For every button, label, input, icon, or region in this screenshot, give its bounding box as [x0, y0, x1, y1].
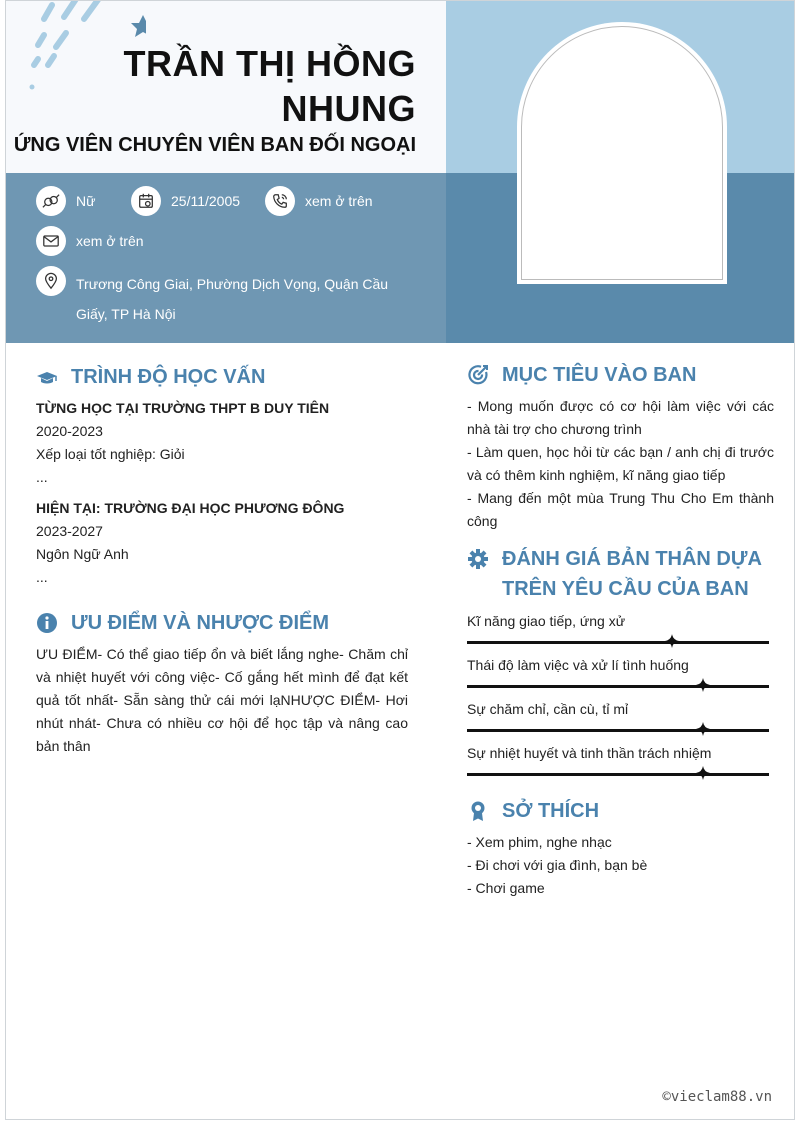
education-item-1 — [36, 397, 416, 489]
goals-list — [467, 395, 774, 533]
school-years: 2023-2027 — [36, 523, 103, 539]
graduation-cap-icon — [36, 366, 58, 388]
dob-value: 25/11/2005 — [171, 193, 241, 209]
email-icon — [36, 226, 66, 256]
skill-row — [467, 743, 769, 776]
hobby-item: - Đi chơi với gia đình, bạn bè — [467, 857, 648, 873]
award-ribbon-icon — [467, 800, 489, 822]
school-detail: Xếp loại tốt nghiệp: Giỏi — [36, 446, 185, 462]
contact-location — [36, 266, 76, 296]
gender-value: Nữ — [76, 193, 96, 209]
photo-placeholder — [521, 26, 723, 280]
strengths-title: ƯU ĐIỂM VÀ NHƯỢC ĐIỂM — [71, 612, 330, 634]
skill-level-marker — [665, 634, 679, 648]
skill-bar — [467, 729, 769, 732]
hobbies-heading — [467, 796, 599, 826]
skill-level-marker — [696, 678, 710, 692]
candidate-role: ỨNG VIÊN CHUYÊN VIÊN BAN ĐỐI NGOẠI — [13, 134, 416, 156]
cv-page — [5, 0, 795, 1120]
school-detail: Ngôn Ngữ Anh — [36, 546, 129, 562]
address-value: Trương Công Giai, Phường Dịch Vọng, Quận Cầu Giấy, TP Hà Nội — [76, 276, 389, 322]
skill-row — [467, 655, 769, 688]
self-eval-title: ĐÁNH GIÁ BẢN THÂN DỰA TRÊN YÊU CẦU CỦA BAN — [502, 548, 762, 600]
gear-icon — [467, 548, 489, 570]
candidate-name — [36, 41, 416, 131]
footer-credit: ©vieclam88.vn — [662, 1089, 772, 1105]
skill-level-marker — [696, 766, 710, 780]
goal-item: - Mang đến một mùa Trung Thu Cho Em thành công — [467, 490, 774, 529]
photo-frame — [517, 22, 727, 284]
name-line-1: TRẦN THỊ HỒNG — [123, 43, 416, 84]
school-years: 2020-2023 — [36, 423, 103, 439]
school-more: ... — [36, 569, 48, 585]
skill-row — [467, 699, 769, 732]
skill-bar — [467, 685, 769, 688]
school-name: TỪNG HỌC TẠI TRƯỜNG THPT B DUY TIÊN — [36, 400, 330, 416]
goal-item: - Làm quen, học hỏi từ các bạn / anh chị đi trước và có thêm kinh nghiệm, kĩ năng giao tiếp — [467, 444, 774, 483]
education-title: TRÌNH ĐỘ HỌC VẤN — [71, 366, 266, 388]
goals-title: MỤC TIÊU VÀO BAN — [502, 364, 697, 386]
education-heading — [36, 362, 265, 392]
goals-heading — [467, 360, 696, 390]
skill-row — [467, 611, 769, 644]
map-pin-icon — [36, 266, 66, 296]
education-item-2 — [36, 497, 416, 589]
hobby-item: - Xem phim, nghe nhạc — [467, 834, 612, 850]
skill-label: Thái độ làm việc và xử lí tình huống — [467, 657, 689, 673]
skill-label: Kĩ năng giao tiếp, ứng xử — [467, 613, 626, 629]
school-name: HIỆN TẠI: TRƯỜNG ĐẠI HỌC PHƯƠNG ĐÔNG — [36, 500, 345, 516]
goal-item: - Mong muốn được có cơ hội làm việc với các nhà tài trợ cho chương trình — [467, 398, 774, 437]
name-line-2: NHUNG — [281, 88, 416, 129]
contact-gender — [36, 186, 95, 216]
hobby-item: - Chơi game — [467, 880, 545, 896]
hobbies-list — [467, 831, 774, 900]
skill-level-marker — [696, 722, 710, 736]
calendar-icon — [131, 186, 161, 216]
info-icon — [36, 612, 58, 634]
school-more: ... — [36, 469, 48, 485]
skill-label: Sự chăm chỉ, cần cù, tỉ mỉ — [467, 701, 629, 717]
gender-icon — [36, 186, 66, 216]
contact-dob — [131, 186, 240, 216]
skill-label: Sự nhiệt huyết và tinh thần trách nhiệm — [467, 745, 712, 761]
self-eval-heading — [467, 544, 767, 604]
contact-email — [36, 226, 144, 256]
hobbies-title: SỞ THÍCH — [502, 800, 600, 822]
strengths-text: ƯU ĐIỂM- Có thể giao tiếp ổn và biết lắng nghe- Chăm chỉ và nhiệt huyết với công việc- Cố gắng hết mình để đạt kết quả tốt nhất- Sẵn sàng thử cái mới lạNHƯỢC ĐIỂM- Hơi nhút nhát- Chưa có nhiều cơ hội để học tập và nâng cao bản thân — [36, 646, 408, 754]
phone-value: xem ở trên — [305, 193, 373, 209]
strengths-heading — [36, 608, 329, 638]
phone-icon — [265, 186, 295, 216]
email-value: xem ở trên — [76, 233, 144, 249]
target-icon — [467, 364, 489, 386]
skill-bar — [467, 773, 769, 776]
skill-bar — [467, 641, 769, 644]
contact-phone — [265, 186, 373, 216]
